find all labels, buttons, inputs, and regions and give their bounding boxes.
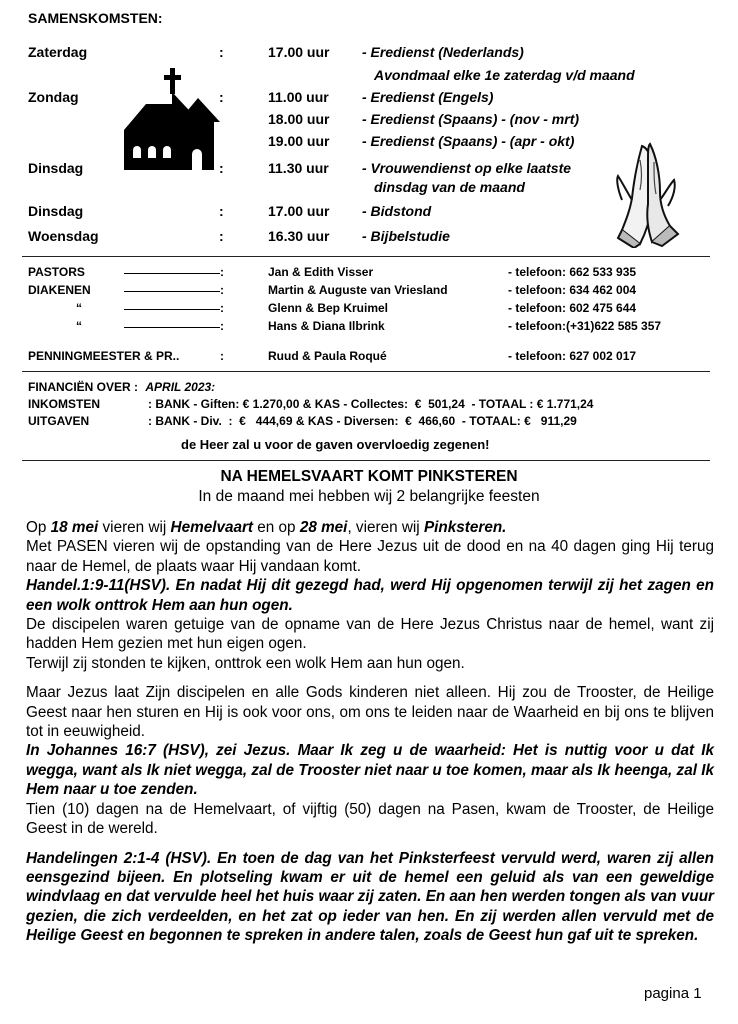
- time: 17.00 uur: [268, 203, 330, 219]
- text-run: Op: [26, 519, 51, 536]
- feast-name: Hemelvaart: [170, 519, 254, 536]
- contact-names: Martin & Auguste van Vriesland: [268, 283, 448, 297]
- colon: :: [219, 203, 224, 219]
- service-desc: - Bijbelstudie: [362, 228, 450, 244]
- treasurer-names: Ruud & Paula Roqué: [268, 349, 387, 363]
- contact-sep: :: [220, 349, 224, 363]
- ditto-mark: “: [76, 301, 82, 315]
- colon: :: [219, 160, 224, 176]
- blessing-text: de Heer zal u voor de gaven overvloedig zegenen!: [181, 437, 490, 452]
- income-label: INKOMSTEN: [28, 397, 100, 411]
- church-icon: [120, 66, 226, 176]
- time: 18.00 uur: [268, 111, 330, 127]
- article-title: NA HEMELSVAART KOMT PINKSTEREN: [220, 468, 518, 485]
- contact-sep: :: [220, 265, 224, 279]
- service-desc: - Eredienst (Engels): [362, 89, 494, 105]
- date-emphasis: 18 mei: [50, 519, 99, 536]
- service-desc: - Bidstond: [362, 203, 432, 219]
- scripture-quote: In Johannes 16:7 (HSV), zei Jezus. Maar Ik zeg u de waarheid: Het is nuttig voor u dat Ik wegga, want als Ik niet wegga, zal de Trooster niet naar u toe komen, maar als Ik heenga, zal Ik Hem naar u toe zenden.: [26, 742, 714, 799]
- contact-phone: - telefoon:(+31)622 585 357: [508, 319, 662, 333]
- divider: [22, 460, 710, 461]
- day-label: Dinsdag: [28, 160, 84, 176]
- contact-names: Glenn & Bep Kruimel: [268, 301, 389, 315]
- divider: [22, 371, 710, 372]
- service-desc: - Eredienst (Spaans) - (nov - mrt): [362, 111, 580, 127]
- paragraph: Terwijl zij stonden te kijken, onttrok een wolk Hem aan hun ogen.: [26, 654, 465, 672]
- finance-label: FINANCIËN OVER :: [28, 380, 139, 394]
- time: 11.00 uur: [268, 89, 329, 105]
- time: 16.30 uur: [268, 228, 330, 244]
- day-label: Zondag: [28, 89, 79, 105]
- finance-period: APRIL 2023:: [145, 380, 216, 394]
- dash-line: [124, 273, 220, 274]
- scripture-quote: Handel.1:9-11(HSV). En nadat Hij dit gezegd had, werd Hij opgenomen terwijl zij het zagen en een wolk onttrok Hem aan hun ogen.: [26, 577, 714, 614]
- paragraph: De discipelen waren getuige van de opname van de Here Jezus Christus naar de hemel, want zij hadden Hem gezien met hun eigen ogen.: [26, 616, 714, 653]
- date-emphasis: 28 mei: [299, 519, 348, 536]
- article-subtitle: In de maand mei hebben wij 2 belangrijke feesten: [198, 488, 540, 505]
- divider: [22, 256, 710, 257]
- feast-name: Pinksteren.: [423, 519, 507, 536]
- treasurer-role: PENNINGMEESTER & PR..: [28, 349, 180, 363]
- contact-role: DIAKENEN: [28, 283, 91, 297]
- time: 19.00 uur: [268, 133, 330, 149]
- meetings-heading: SAMENSKOMSTEN:: [28, 10, 163, 26]
- contact-sep: :: [220, 283, 224, 297]
- service-desc: - Eredienst (Spaans) - (apr - okt): [362, 133, 575, 149]
- ditto-mark: “: [76, 319, 82, 333]
- paragraph: Tien (10) dagen na de Hemelvaart, of vijftig (50) dagen na Pasen, kwam de Trooster, de Heilige Geest in de wereld.: [26, 800, 714, 838]
- article-body: [26, 518, 714, 946]
- contact-names: Jan & Edith Visser: [268, 265, 374, 279]
- contact-sep: :: [220, 319, 224, 333]
- text-run: , vieren wij: [347, 519, 424, 536]
- praying-hands-icon: [612, 140, 694, 248]
- dash-line: [124, 327, 220, 328]
- colon: :: [219, 89, 224, 105]
- expense-label: UITGAVEN: [28, 414, 90, 428]
- contact-sep: :: [220, 301, 224, 315]
- income-line: : BANK - Giften: € 1.270,00 & KAS - Collectes: € 501,24 - TOTAAL : € 1.771,24: [148, 397, 594, 411]
- dash-line: [124, 309, 220, 310]
- contact-names: Hans & Diana Ilbrink: [268, 319, 385, 333]
- time: 11.30 uur: [268, 160, 329, 176]
- day-label: Woensdag: [28, 228, 99, 244]
- time: 17.00 uur: [268, 44, 330, 60]
- expense-line: : BANK - Div. : € 444,69 & KAS - Diversen: € 466,60 - TOTAAL: € 911,29: [148, 414, 577, 428]
- service-desc-2: dinsdag van de maand: [374, 179, 525, 195]
- contact-role: PASTORS: [28, 265, 85, 279]
- paragraph: [26, 518, 714, 537]
- day-label: Dinsdag: [28, 203, 84, 219]
- service-desc-2: Avondmaal elke 1e zaterdag v/d maand: [374, 67, 635, 83]
- colon: :: [219, 228, 224, 244]
- dash-line: [124, 291, 220, 292]
- text-run: en op: [253, 519, 300, 536]
- paragraph: Maar Jezus laat Zijn discipelen en alle Gods kinderen niet alleen. Hij zou de Trooster, de Heilige Geest naar hen sturen en Hij is ook voor ons, om ons te leiden naar de Waarheid en bij ons te blijven tot in eeuwigheid.: [26, 684, 714, 741]
- day-label: Zaterdag: [28, 44, 88, 60]
- colon: :: [219, 44, 224, 60]
- text-run: vieren wij: [98, 519, 171, 536]
- service-desc: - Eredienst (Nederlands): [362, 44, 524, 60]
- contact-phone: - telefoon: 602 475 644: [508, 301, 637, 315]
- paragraph: Met PASEN vieren wij de opstanding van de Here Jezus uit de dood en na 40 dagen ging Hij terug naar de Hemel, de plaats waar Hij vandaan komt.: [26, 538, 714, 575]
- scripture-quote: Handelingen 2:1-4 (HSV). En toen de dag van het Pinksterfeest vervuld werd, waren zij allen eensgezind bijeen. En plotseling kwam er uit de hemel een geluid als van een geweldige windvlaag en dat vervulde heel het huis waar zij zaten. En aan hen werden tongen als van vuur gezien, die zich verdeelden, en het zat op ieder van hen. En zij werden allen vervuld met de Heilige Geest en begonnen te spreken in andere talen, zoals de Geest hun gaf uit te spreken.: [26, 849, 714, 945]
- contact-phone: - telefoon: 634 462 004: [508, 283, 637, 297]
- contact-phone: - telefoon: 662 533 935: [508, 265, 637, 279]
- treasurer-phone: - telefoon: 627 002 017: [508, 349, 637, 363]
- service-desc: - Vrouwendienst op elke laatste: [362, 160, 572, 176]
- page-number: pagina 1: [644, 985, 702, 1002]
